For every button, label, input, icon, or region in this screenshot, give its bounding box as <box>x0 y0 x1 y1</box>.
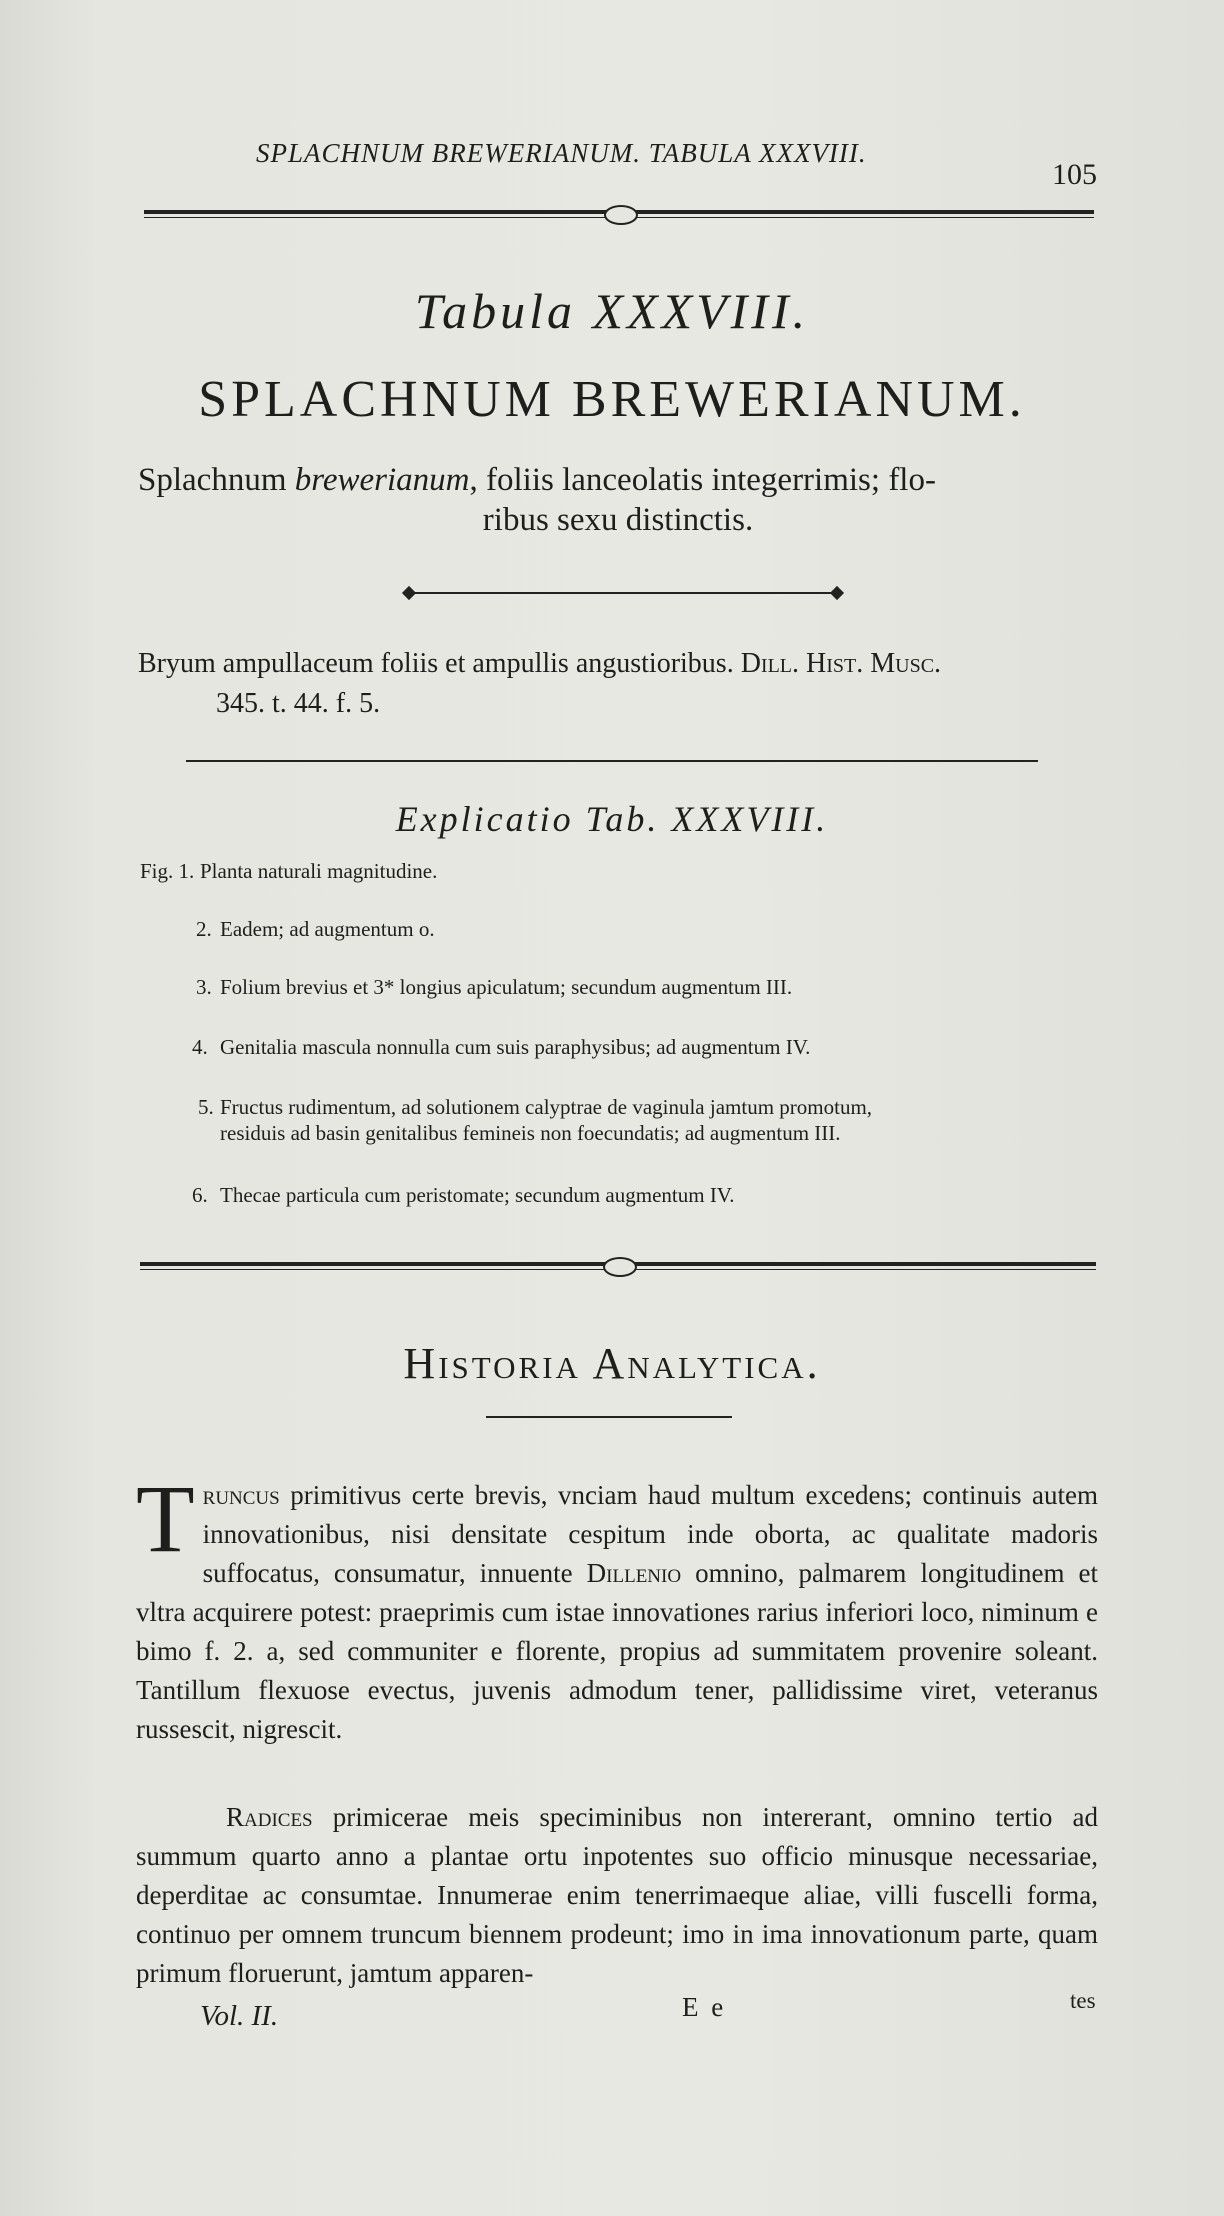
synonym-refs: 345. t. 44. f. 5. <box>216 688 381 719</box>
drop-cap: T <box>136 1465 195 1572</box>
volume-label: Vol. II. <box>200 2000 279 2032</box>
figure-item: Fig. 1. Planta naturali magnitudine. <box>140 859 438 883</box>
explicatio-title: Explicatio Tab. XXXVIII. <box>395 799 829 839</box>
diagnosis-genus: Splachnum <box>138 462 295 498</box>
rule-knot-icon <box>604 205 638 225</box>
signature-mark: E e <box>682 1992 727 2022</box>
figure-item: 3. Folium brevius et 3* longius apiculatum; secundum augmentum III. <box>196 975 793 999</box>
diagnosis-epithet: brewerianum <box>294 462 470 498</box>
running-head: SPLACHNUM BREWERIANUM. TABULA XXXVIII. <box>256 138 867 168</box>
diagnosis-line1: , foliis lanceolatis integerrimis; flo- <box>469 462 936 498</box>
short-rule <box>486 1416 732 1418</box>
figure-item: 2. Eadem; ad augmentum o. <box>196 917 435 941</box>
page-number: 105 <box>1052 158 1097 191</box>
synonym-author: Dill. Hist. Musc. <box>740 648 942 679</box>
paragraph-radices: Radices primicerae meis speciminibus non intererant, omnino tertio ad summum quarto anno a plantae ortu inpotentes suo officio minusque necessariae, deperditae ac consumtae. Innumerae enim tenerrimaeque aliae, villi fuscelli forma, continuo per omnem truncum biennem prodeunt; imo in ima innovationum parte, quam primum floruerunt, jamtum apparen- <box>136 1802 1098 1988</box>
figure-item: 6. Thecae particula cum peristomate; secundum augmentum IV. <box>192 1183 735 1207</box>
paragraph-truncus: Truncus primitivus certe brevis, vnciam haud multum excedens; continuis autem innovationibus, nisi densitate cespitum inde oborta, ac qualitate madoris suffocatus, consumatur, innuente Dillenio omnino, palmarem longitudinem et vltra acquirere potest: praeprimis cum istae innovationes rarius inferiori loco, niminum e bimo f. 2. a, sed communiter e florente, propius ad summitatem provenire soleant. Tantillum flexuose evectus, juvenis admodum tener, pallidissime viret, veteranus russescit, nigrescit. <box>136 1465 1098 1744</box>
species-diagnosis <box>138 460 1098 540</box>
figure-item: 4. Genitalia mascula nonnulla cum suis paraphysibus; ad augmentum IV. <box>192 1035 811 1059</box>
diagnosis-line2: ribus sexu distinctis. <box>482 502 754 538</box>
tabula-title: Tabula XXXVIII. <box>414 283 810 339</box>
catchword: tes <box>1070 1988 1096 2013</box>
synonym-text: Bryum ampullaceum foliis et ampullis angustioribus. <box>138 648 741 679</box>
diamond-rule <box>404 588 842 598</box>
ornamental-rule-middle <box>140 1260 1096 1274</box>
rule-knot-icon <box>603 1257 637 1277</box>
historia-title: Historia Analytica. <box>403 1339 821 1388</box>
thin-rule <box>186 760 1038 762</box>
figure-item: 5. Fructus rudimentum, ad solutionem calyptrae de vaginula jamtum promotum, residuis ad basin genitalibus femineis non foecundatis; ad augmentum III. <box>198 1095 873 1145</box>
ornamental-rule-top <box>144 208 1094 222</box>
synonym-citation <box>138 644 1098 724</box>
species-title: SPLACHNUM BREWERIANUM. <box>198 371 1026 428</box>
